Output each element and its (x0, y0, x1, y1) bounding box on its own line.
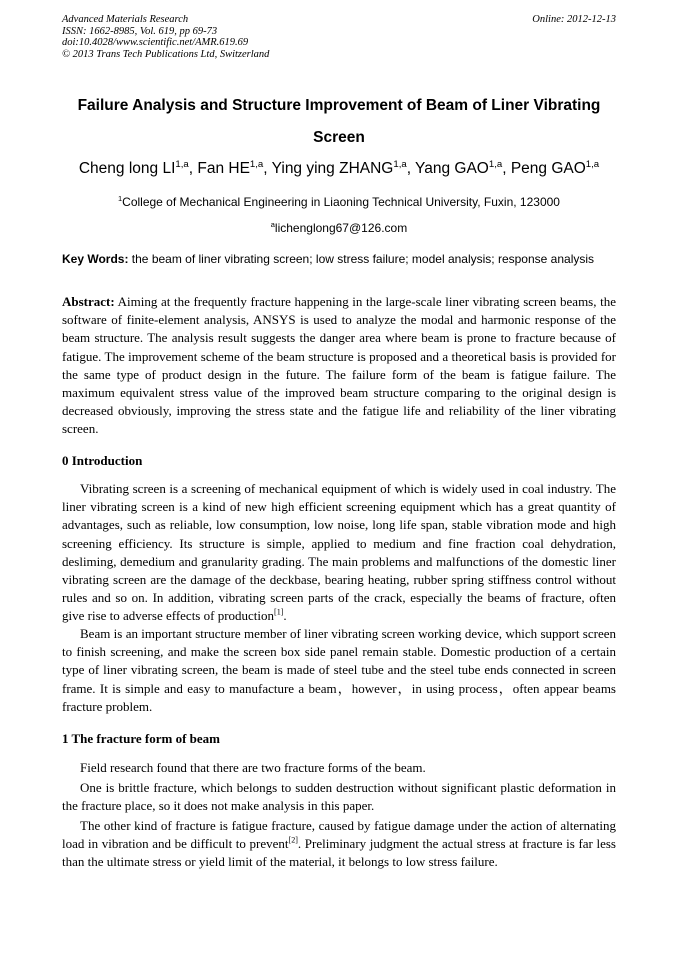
paragraph-text: One is brittle fracture, which belongs to sudden destruction without significant plastic deformation in the fracture place, so it does not make analysis in this paper. (62, 780, 616, 814)
paragraph-tail: . (283, 608, 287, 624)
keywords-label: Key Words: (62, 252, 129, 266)
keywords (62, 251, 616, 268)
paragraph (62, 480, 616, 626)
author-name: Fan HE (197, 160, 250, 177)
author-name: Yang GAO (415, 160, 489, 177)
paragraph (62, 625, 616, 716)
copyright-line: © 2013 Trans Tech Publications Ltd, Switzerland (62, 48, 270, 60)
email-sup: a (270, 220, 275, 229)
author-name: Ying ying ZHANG (271, 160, 394, 177)
author-sup: 1,a (585, 158, 600, 170)
author-sup: 1,a (488, 158, 503, 170)
keywords-text: the beam of liner vibrating screen; low stress failure; model analysis; response analysis (128, 252, 595, 266)
author-sup: 1,a (393, 158, 407, 170)
journal-name: Advanced Materials Research (62, 14, 189, 25)
section-heading-introduction: 0 Introduction (62, 453, 143, 468)
affiliation-sup: 1 (118, 194, 123, 203)
author-name: Cheng long LI (78, 160, 176, 177)
affiliation-text: College of Mechanical Engineering in Liaoning Technical University, Fuxin, 123000 (122, 195, 560, 209)
paragraph-text: The other kind of fracture is fatigue fracture, caused by fatigue damage under the action of alternating load in vibration and be difficult to prevent (62, 818, 616, 852)
paragraph (62, 779, 616, 815)
affiliation (62, 194, 616, 210)
abstract (62, 293, 616, 439)
email-line (62, 220, 616, 236)
abstract-text: Aiming at the frequently fracture happening in the large-scale liner vibrating screen beams, the software of finite-element analysis, ANSYS is used to analyze the modal and harmonic response of the beam structure. The analysis result suggests the danger area where beam is prone to fracture because of fatigue. The improvement scheme of the beam structure is proposed and a theoretical basis is provided for the same type of product design in the future. The failure form of the beam is fatigue failure. The maximum equivalent stress value of the improved beam structure comparing to the original design is decreased obviously, improving the stress state and the fatigue life and reliability of the liner vibrating screen. (62, 294, 616, 437)
section-heading-fracture-form: 1 The fracture form of beam (62, 731, 221, 746)
abstract-label: Abstract: (62, 294, 115, 309)
author-sup: 1,a (249, 158, 264, 170)
paragraph (62, 817, 616, 872)
author-sup: 1,a (175, 158, 189, 170)
online-date: Online: 2012-12-13 (532, 14, 616, 25)
paper-title: Failure Analysis and Structure Improvement of Beam of Liner Vibrating Screen (77, 97, 601, 146)
paragraph-text: Vibrating screen is a screening of mechanical equipment of which is widely used in coal industry. The liner vibrating screen is a kind of new high efficient screening equipment which has a great quantity of advantages, such as reliable, low consumption, low noise, long life span, stable vibration mode and high screening efficiency. Its structure is simple, applied to medium and fine fraction coal dehydration, desliming, demedium and granularity grading. The main problems and malfunctions of the domestic liner vibrating screen are the damage of the deckbase, bearing heating, rubber spring stiffness control without rules and so on. In addition, vibrating screen parts of the crack, especially the beams of fracture, often give rise to adverse effects of production (62, 481, 616, 624)
author-name: Peng GAO (510, 160, 586, 177)
paragraph (62, 759, 616, 777)
citation[interactable]: [1] (274, 608, 284, 618)
paragraph-tail: . Preliminary judgment the actual stress at fracture is far less than the ultimate stress or yield limit of the material, it belongs to low stress failure. (62, 836, 616, 870)
journal-header (62, 14, 616, 60)
citation[interactable]: [2] (288, 835, 298, 845)
author-list: Cheng long LI$^{1,a}$, Fan HE$^{1,a}$, Ying ying ZHANG$^{1,a}$, Yang GAO$^{1,a}$, Peng GAO$^{1,a}$ (78, 158, 600, 177)
paragraph-text: Beam is an important structure member of liner vibrating screen working device, which support screen to finish screening, and make the screen box side panel remain stable. Domestic production of a certain type of liner vibrating screen, the beam is made of steel tube and the steel tube ends connected in screen frame. It is simple and easy to manufacture a beam，however，in using process，often appear beams fracture problem. (62, 626, 616, 714)
doi-line: doi:10.4028/www.scientific.net/AMR.619.69 (62, 37, 249, 48)
issn-line: ISSN: 1662-8985, Vol. 619, pp 69-73 (62, 25, 218, 37)
paragraph-text: Field research found that there are two fracture forms of the beam. (80, 760, 426, 775)
email-link[interactable]: lichenglong67@126.com (274, 221, 408, 235)
